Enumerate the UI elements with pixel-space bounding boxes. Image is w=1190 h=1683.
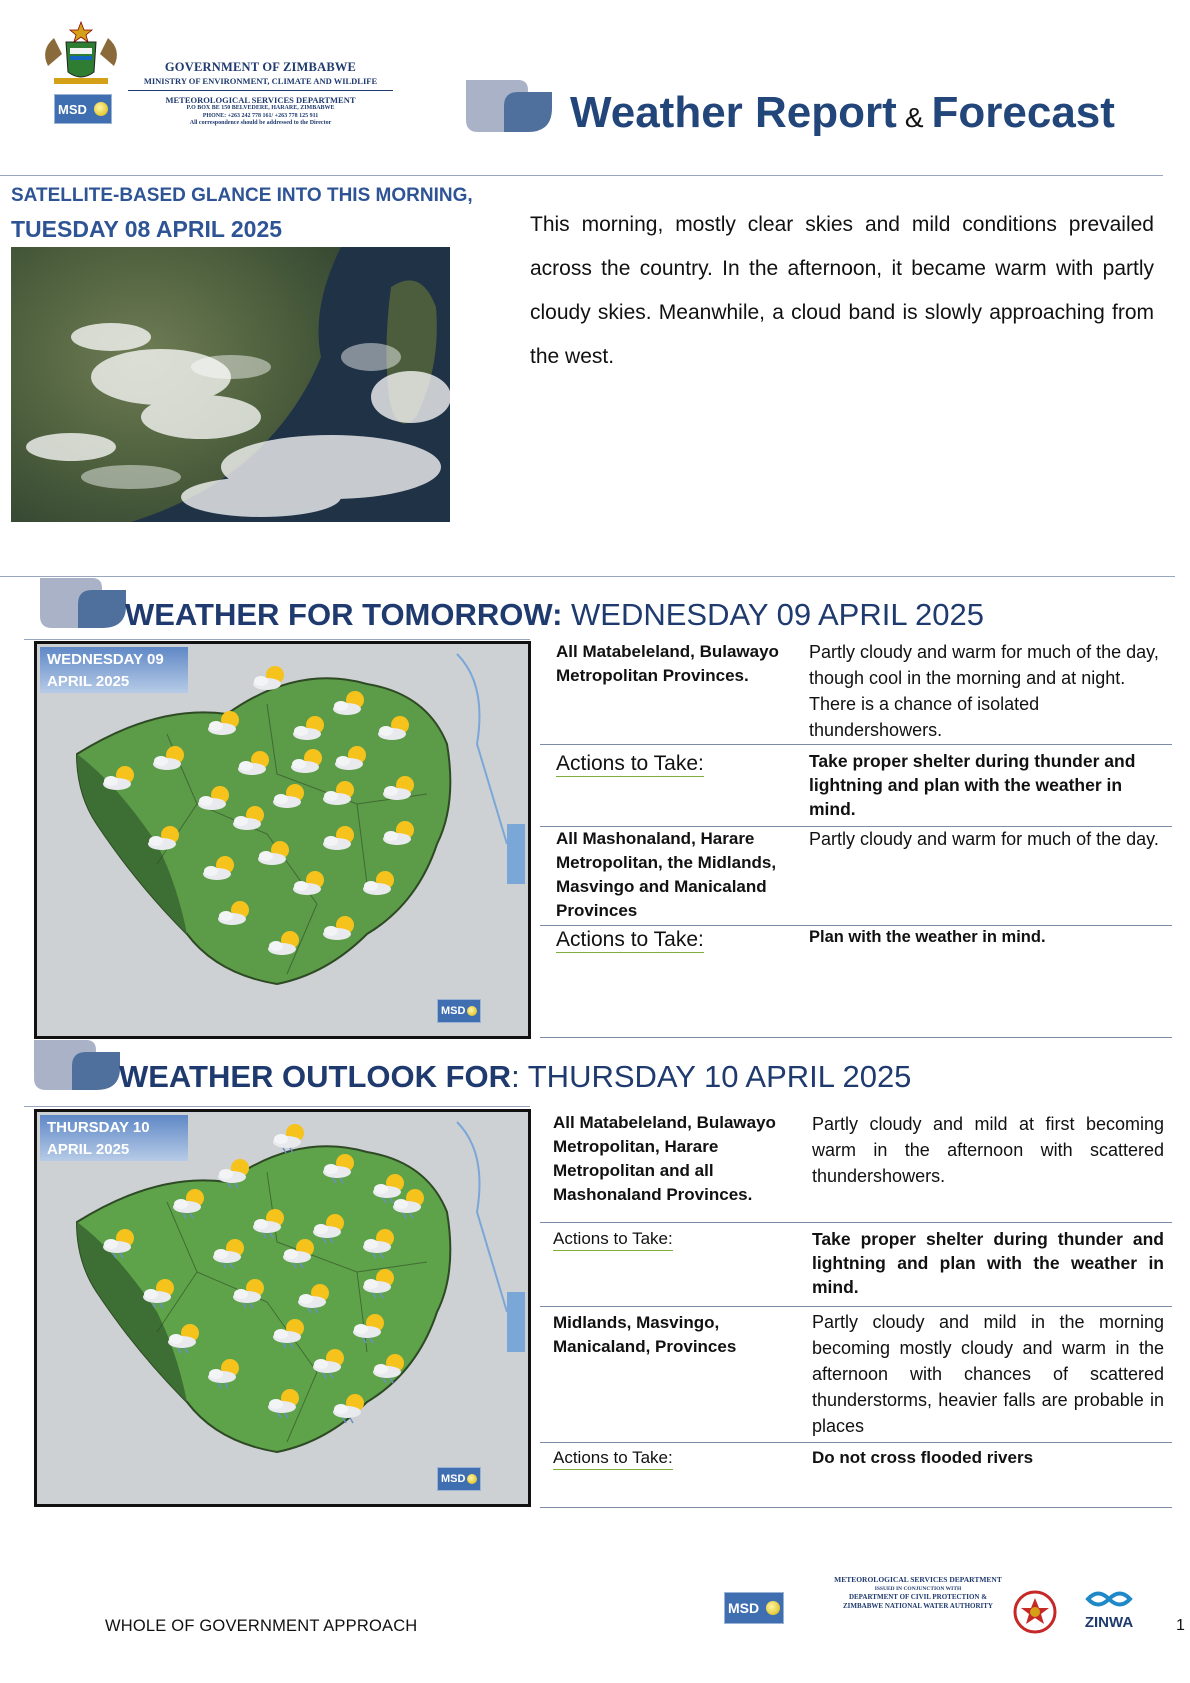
zinwa-logo: ZINWA [1078, 1588, 1140, 1631]
tomorrow-heading: WEATHER FOR TOMORROW: WEDNESDAY 09 APRIL 2025 [125, 597, 984, 632]
outlook-forecast-1: Partly cloudy and mild at first becoming warm in the afternoon with scattered thundershowers. [812, 1114, 1164, 1186]
department-phone: PHONE: +263 242 778 161/ +263 778 125 911 [202, 112, 319, 119]
tomorrow-map-label: WEDNESDAY 09 APRIL 2025 [40, 647, 188, 693]
outlook-region-2: Midlands, Masvingo, Manicaland, Provinces [553, 1313, 737, 1356]
tomorrow-region-2: All Mashonaland, Harare Metropolitan, the Midlands, Masvingo and Manicaland Provinces [556, 829, 777, 920]
tomorrow-divider [0, 576, 1175, 577]
tomorrow-forecast-map [34, 641, 531, 1039]
header-divider [0, 175, 1163, 176]
department-name: METEOROLOGICAL SERVICES DEPARTMENT [165, 95, 356, 105]
outlook-decor-shape [34, 1040, 120, 1097]
tomorrow-actions-label-1: Actions to Take: [556, 752, 704, 775]
tomorrow-forecast-2: Partly cloudy and warm for much of the day. [809, 829, 1159, 849]
outlook-actions-label-2: Actions to Take: [553, 1447, 673, 1470]
outlook-heading: WEATHER OUTLOOK FOR: THURSDAY 10 APRIL 2025 [119, 1059, 912, 1094]
satellite-summary: This morning, mostly clear skies and mild conditions prevailed across the country. In the afternoon, it became warm with partly cloudy skies. Meanwhile, a cloud band is slowly approaching from the west. [530, 213, 1154, 368]
ministry-name: MINISTRY OF ENVIRONMENT, CLIMATE AND WILDLIFE [143, 76, 378, 86]
outlook-weather-icons [37, 1112, 528, 1504]
tomorrow-decor-shape [40, 578, 126, 635]
tomorrow-region-1: All Matabeleland, Bulawayo Metropolitan Provinces. [556, 642, 779, 685]
tomorrow-action-1: Take proper shelter during thunder and lightning and plan with the weather in mind. [809, 751, 1136, 819]
outlook-map-rule [24, 1106, 530, 1107]
tomorrow-map-rule [24, 639, 530, 640]
tomorrow-table-rule [540, 1037, 1172, 1038]
outlook-actions-label-1: Actions to Take: [553, 1228, 673, 1251]
government-title: GOVERNMENT OF ZIMBABWE [164, 60, 357, 74]
page-number: 1 [1176, 1617, 1185, 1634]
tomorrow-map-msd-logo: MSD [437, 999, 481, 1023]
footer-agencies: METEOROLOGICAL SERVICES DEPARTMENT ISSUED IN CONJUNCTION WITH DEPARTMENT OF CIVIL PROTECTION & ZIMBABWE NATIONAL WATER AUTHORITY [834, 1575, 1002, 1610]
outlook-forecast-2: Partly cloudy and mild in the morning becoming mostly cloudy and warm in the afternoon with chances of scattered thunderstorms, heavier falls are probable in places [812, 1312, 1164, 1436]
outlook-forecast-map [34, 1109, 531, 1507]
outlook-table-rule [540, 1306, 1172, 1307]
department-address: P.O BOX BE 150 BELVEDERE, HARARE, ZIMBABWE [186, 105, 335, 111]
satellite-heading-date: TUESDAY 08 APRIL 2025 [11, 216, 283, 242]
outlook-map-label: THURSDAY 10 APRIL 2025 [40, 1115, 188, 1161]
footer-msd-logo: MSD [724, 1592, 784, 1624]
tomorrow-action-2: Plan with the weather in mind. [809, 928, 1046, 946]
report-title: Weather Report & Forecast [570, 88, 1115, 137]
satellite-image [11, 247, 450, 522]
tomorrow-weather-icons [37, 644, 528, 1036]
outlook-region-1: All Matabeleland, Bulawayo Metropolitan, Harare Metropolitan and all Mashonaland Provinces. [553, 1113, 776, 1204]
coat-of-arms-logo [40, 20, 122, 90]
outlook-map-msd-logo: MSD [437, 1467, 481, 1491]
government-letterhead [128, 60, 393, 128]
outlook-action-1: Take proper shelter during thunder and lightning and plan with the weather in mind. [812, 1229, 1164, 1297]
footer-approach: WHOLE OF GOVERNMENT APPROACH [105, 1617, 418, 1635]
letterhead-rule [128, 90, 393, 91]
correspondence-note: All correspondence should be addressed to the Director [189, 120, 332, 126]
tomorrow-table-rule [540, 744, 1172, 745]
outlook-table-rule [540, 1442, 1172, 1443]
civil-protection-logo [1013, 1590, 1057, 1639]
satellite-heading-line1: SATELLITE-BASED GLANCE INTO THIS MORNING, [11, 185, 473, 206]
msd-logo: MSD [54, 94, 112, 124]
outlook-table-rule [540, 1222, 1172, 1223]
header-decor-shape [466, 78, 552, 139]
tomorrow-actions-label-2: Actions to Take: [556, 928, 704, 951]
outlook-table-rule [540, 1507, 1172, 1508]
tomorrow-forecast-1: Partly cloudy and warm for much of the day, though cool in the morning and at night. There is a chance of isolated thundershowers. [809, 642, 1159, 740]
outlook-action-2: Do not cross flooded rivers [812, 1448, 1034, 1467]
